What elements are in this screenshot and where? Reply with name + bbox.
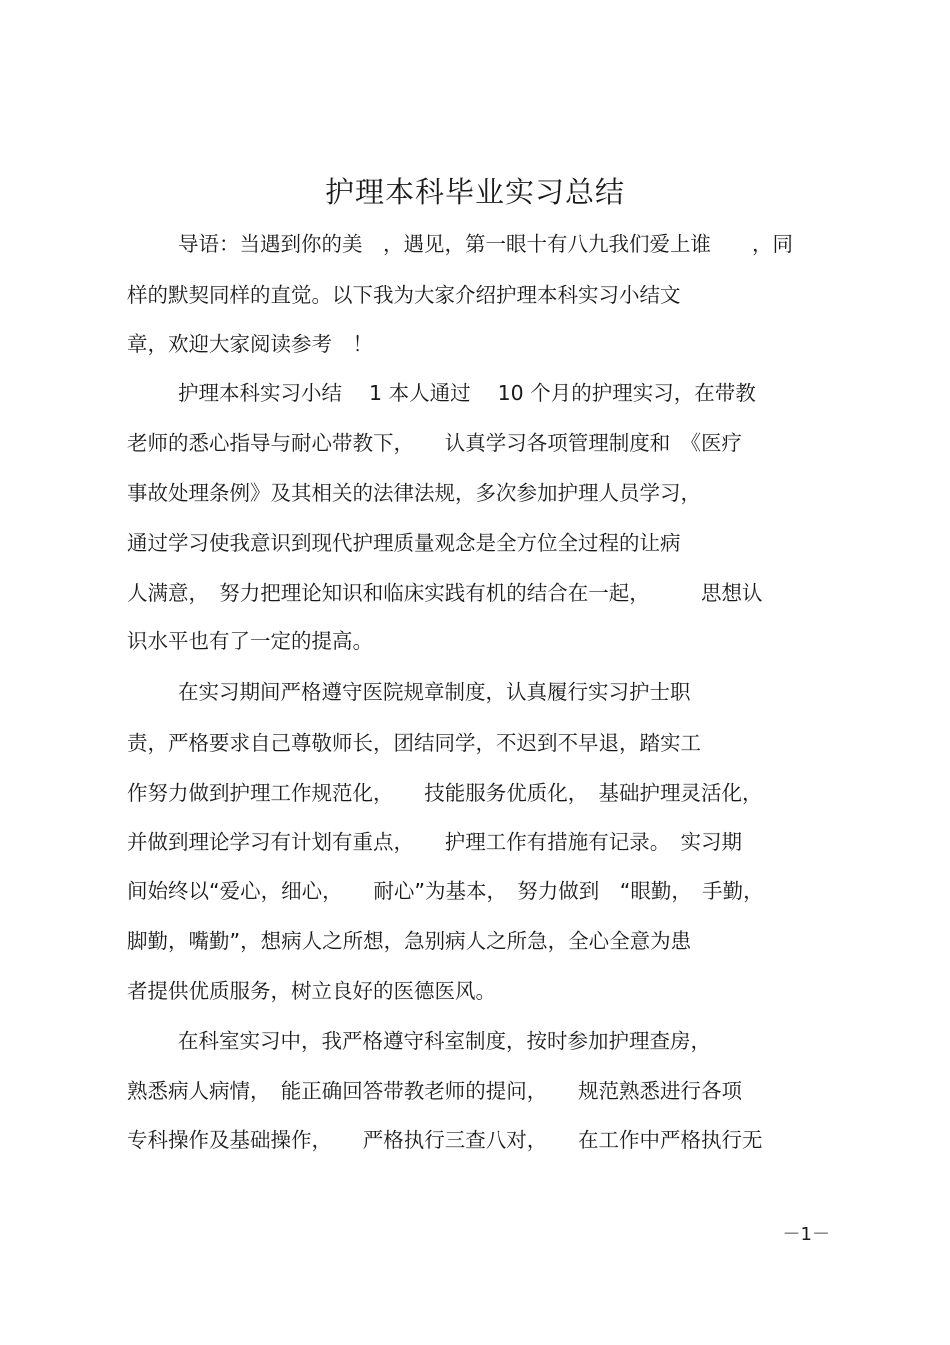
text-line: 脚勤，嘴勤”，想病人之所想，急别病人之所急，全心全意为患 xyxy=(127,929,692,953)
text-line: 识水平也有了一定的提高。 xyxy=(127,629,373,653)
page-number: －1－ xyxy=(782,1224,830,1245)
text-line: 护理本科实习小结 1 本人通过 10 个月的护理实习，在带教 xyxy=(178,381,756,405)
document-title: 护理本科毕业实习总结 xyxy=(324,175,625,209)
text-line: 责，严格要求自己尊敬师长，团结同学，不迟到不早退，踏实工 xyxy=(127,731,701,755)
text-line: 在实习期间严格遵守医院规章制度，认真履行实习护士职 xyxy=(178,680,691,704)
text-line: 者提供优质服务，树立良好的医德医风。 xyxy=(127,979,496,1003)
text-line: 作努力做到护理工作规范化， 技能服务优质化， 基础护理灵活化， xyxy=(127,781,763,805)
text-line: 样的默契同样的直觉。以下我为大家介绍护理本科实习小结文 xyxy=(127,283,681,307)
text-line: 并做到理论学习有计划有重点， 护理工作有措施有记录。 实习期 xyxy=(127,830,742,854)
text-line: 导语：当遇到你的美 ，遇见，第一眼十有八九我们爱上谁 ，同 xyxy=(178,232,793,256)
text-line: 熟悉病人病情， 能正确回答带教老师的提问， 规范熟悉进行各项 xyxy=(127,1079,742,1103)
text-line: 在科室实习中，我严格遵守科室制度，按时参加护理查房， xyxy=(178,1029,711,1053)
text-line: 事故处理条例》及其相关的法律法规，多次参加护理人员学习， xyxy=(127,481,701,505)
text-line: 专科操作及基础操作， 严格执行三查八对， 在工作中严格执行无 xyxy=(127,1128,763,1152)
text-line: 通过学习使我意识到现代护理质量观念是全方位全过程的让病 xyxy=(127,531,681,555)
text-line: 间始终以“爱心，细心， 耐心”为基本， 努力做到 “眼勤， 手勤， xyxy=(127,879,764,903)
text-line: 章，欢迎大家阅读参考 ！ xyxy=(127,332,373,356)
text-line: 老师的悉心指导与耐心带教下， 认真学习各项管理制度和 《医疗 xyxy=(127,431,742,455)
text-line: 人满意， 努力把理论知识和临床实践有机的结合在一起， 思想认 xyxy=(127,581,763,605)
